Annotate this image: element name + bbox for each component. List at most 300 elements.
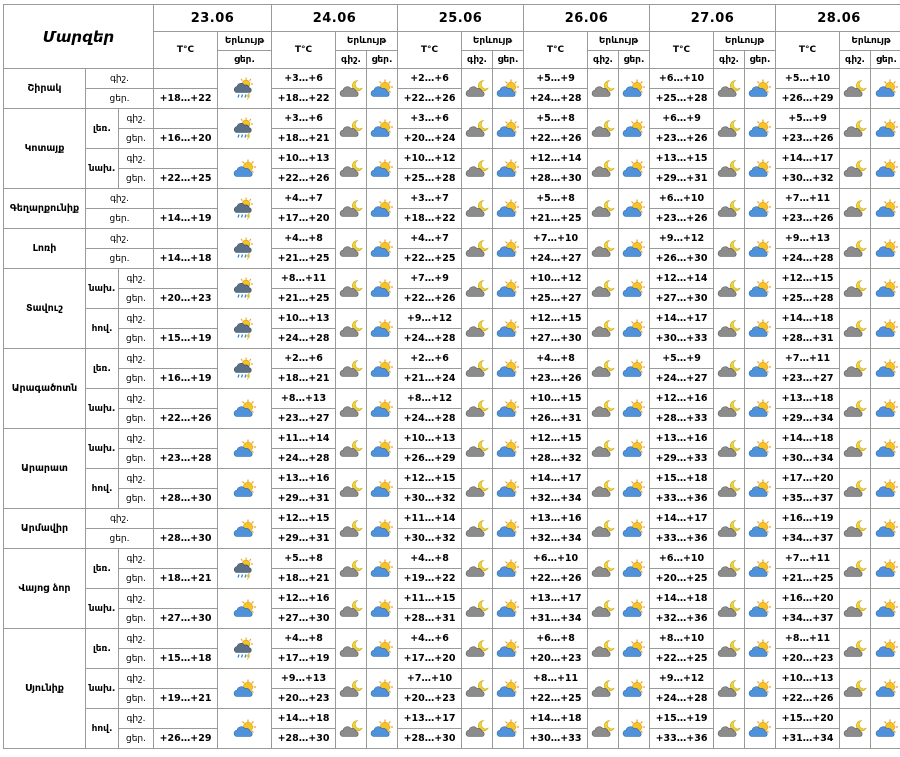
temp-day-d0: +26…+29 (154, 729, 218, 749)
sun-cloud-icon (622, 79, 646, 98)
moon-cloud-icon (465, 239, 489, 258)
temp-day-d4: +23…+26 (650, 129, 714, 149)
night-label: գիշ. (119, 309, 154, 329)
moon-cloud-icon (465, 119, 489, 138)
weather-icon-cell (714, 629, 745, 669)
weather-icon-cell (493, 149, 524, 189)
weather-icon-cell (493, 69, 524, 109)
weather-icon-cell (336, 669, 367, 709)
weather-icon-cell (367, 149, 398, 189)
night-label: գիշ. (86, 69, 154, 89)
temp-night-d2: +4…+7 (398, 229, 462, 249)
temp-day-d0: +28…+30 (154, 489, 218, 509)
weather-icon-cell (462, 509, 493, 549)
weather-icon-cell (367, 229, 398, 269)
moon-cloud-icon (717, 439, 741, 458)
weather-icon-cell (493, 269, 524, 309)
moon-cloud-icon (339, 199, 363, 218)
weather-icon-cell (871, 629, 900, 669)
weather-icon-cell (493, 309, 524, 349)
temp-night-d1: +4…+8 (272, 229, 336, 249)
temp-day-d5: +23…+26 (776, 129, 840, 149)
day-label: ցեր. (86, 209, 154, 229)
temp-night-d2: +11…+15 (398, 589, 462, 609)
temp-night-d4: +6…+10 (650, 549, 714, 569)
temp-night-d4: +14…+17 (650, 509, 714, 529)
weather-icon-cell (367, 109, 398, 149)
zone-label: լեռ. (86, 629, 119, 669)
weather-icon-cell (840, 149, 871, 189)
weather-icon-cell (493, 109, 524, 149)
sun-cloud-rain-icon (233, 317, 257, 341)
weather-icon-cell (714, 229, 745, 269)
weather-icon-cell (493, 189, 524, 229)
moon-cloud-icon (843, 279, 867, 298)
temp-night-d0 (154, 549, 218, 569)
sun-cloud-icon (496, 599, 520, 618)
sun-cloud-icon (233, 599, 257, 618)
forecast-row (4, 469, 900, 489)
temp-day-d4: +33…+36 (650, 489, 714, 509)
forecast-row (4, 509, 900, 529)
weather-icon-cell (462, 709, 493, 749)
sun-cloud-icon (622, 279, 646, 298)
night-label: գիշ. (119, 429, 154, 449)
moon-cloud-icon (717, 399, 741, 418)
moon-cloud-icon (339, 79, 363, 98)
temp-day-d3: +32…+34 (524, 529, 588, 549)
sun-cloud-icon (233, 719, 257, 738)
weather-icon-cell (336, 269, 367, 309)
sun-cloud-icon (370, 119, 394, 138)
sun-cloud-icon (875, 239, 899, 258)
sun-cloud-rain-icon (233, 557, 257, 581)
temp-day-d1: +18…+21 (272, 369, 336, 389)
sun-cloud-icon (748, 399, 772, 418)
night-label: գիշ. (119, 669, 154, 689)
temp-night-d0 (154, 669, 218, 689)
weather-night-header: գիշ. (462, 51, 493, 69)
moon-cloud-icon (591, 159, 615, 178)
moon-cloud-icon (465, 479, 489, 498)
moon-cloud-icon (339, 239, 363, 258)
temp-night-d2: +2…+6 (398, 69, 462, 89)
temp-day-d0: +22…+26 (154, 409, 218, 429)
temp-night-d4: +12…+16 (650, 389, 714, 409)
moon-cloud-icon (591, 79, 615, 98)
temp-night-d5: +9…+13 (776, 229, 840, 249)
weather-icon-cell (871, 229, 900, 269)
weather-icon-cell (714, 389, 745, 429)
date-header-2: 25.06 (398, 5, 524, 32)
sun-cloud-icon (496, 359, 520, 378)
sun-cloud-icon (875, 599, 899, 618)
temp-day-d1: +22…+26 (272, 169, 336, 189)
moon-cloud-icon (339, 279, 363, 298)
temp-night-d4: +9…+12 (650, 229, 714, 249)
weather-icon-cell (218, 629, 272, 669)
weather-icon-cell (218, 389, 272, 429)
temp-day-d2: +24…+28 (398, 329, 462, 349)
moon-cloud-icon (717, 479, 741, 498)
temp-day-d0: +15…+18 (154, 649, 218, 669)
temp-night-d3: +5…+8 (524, 189, 588, 209)
night-label: գիշ. (86, 509, 154, 529)
temp-day-d3: +22…+26 (524, 129, 588, 149)
temp-day-d0: +27…+30 (154, 609, 218, 629)
weather-icon-cell (745, 669, 776, 709)
forecast-row (4, 549, 900, 569)
weather-icon-cell (588, 669, 619, 709)
sun-cloud-rain-icon (233, 357, 257, 381)
temp-night-d1: +11…+14 (272, 429, 336, 449)
temp-day-d4: +24…+27 (650, 369, 714, 389)
temp-night-d0 (154, 149, 218, 169)
sun-cloud-icon (875, 719, 899, 738)
moon-cloud-icon (465, 279, 489, 298)
weather-icon-cell (462, 629, 493, 669)
temp-day-d2: +22…+26 (398, 89, 462, 109)
weather-icon-cell (462, 149, 493, 189)
weather-icon-cell (462, 549, 493, 589)
weather-icon-cell (840, 229, 871, 269)
sun-cloud-icon (496, 319, 520, 338)
weather-day-header: ցեր. (218, 51, 272, 69)
temp-night-d0 (154, 229, 218, 249)
sun-cloud-icon (875, 279, 899, 298)
moon-cloud-icon (843, 399, 867, 418)
weather-icon-cell (493, 429, 524, 469)
zone-label: նախ. (86, 589, 119, 629)
sun-cloud-icon (875, 79, 899, 98)
weather-icon-cell (619, 309, 650, 349)
temp-day-d5: +23…+27 (776, 369, 840, 389)
sun-cloud-icon (748, 199, 772, 218)
sun-cloud-icon (496, 479, 520, 498)
sun-cloud-rain-icon (233, 237, 257, 261)
forecast-row (4, 189, 900, 209)
weather-icon-cell (493, 669, 524, 709)
temp-header: T°C (650, 32, 714, 69)
temp-night-d0 (154, 269, 218, 289)
day-label: ցեր. (119, 289, 154, 309)
weather-icon-cell (745, 149, 776, 189)
moon-cloud-icon (339, 359, 363, 378)
date-header-0: 23.06 (154, 5, 272, 32)
moon-cloud-icon (591, 119, 615, 138)
moon-cloud-icon (591, 719, 615, 738)
temp-night-d5: +5…+9 (776, 109, 840, 129)
weather-header: Երևույթ (218, 32, 272, 51)
weather-day-header: ցեր. (493, 51, 524, 69)
weather-icon-cell (218, 149, 272, 189)
temp-day-d5: +25…+28 (776, 289, 840, 309)
night-label: գիշ. (86, 189, 154, 209)
weather-icon-cell (745, 709, 776, 749)
weather-icon-cell (840, 629, 871, 669)
temp-day-d4: +25…+28 (650, 89, 714, 109)
weather-icon-cell (462, 109, 493, 149)
moon-cloud-icon (843, 79, 867, 98)
temp-day-d1: +21…+25 (272, 249, 336, 269)
zone-label: հով. (86, 709, 119, 749)
moon-cloud-icon (843, 679, 867, 698)
weather-icon-cell (588, 709, 619, 749)
weather-icon-cell (840, 69, 871, 109)
weather-icon-cell (462, 349, 493, 389)
temp-header: T°C (154, 32, 218, 69)
weather-icon-cell (336, 709, 367, 749)
weather-icon-cell (714, 189, 745, 229)
temp-night-d3: +5…+9 (524, 69, 588, 89)
forecast-table-wrapper (3, 4, 900, 749)
weather-icon-cell (871, 509, 900, 549)
temp-day-d0: +14…+19 (154, 209, 218, 229)
sun-cloud-icon (370, 239, 394, 258)
day-label: ցեր. (86, 529, 154, 549)
sun-cloud-icon (875, 199, 899, 218)
temp-night-d0 (154, 189, 218, 209)
temp-night-d2: +10…+13 (398, 429, 462, 449)
weather-icon-cell (714, 469, 745, 509)
temp-night-d3: +12…+15 (524, 309, 588, 329)
temp-day-d2: +22…+25 (398, 249, 462, 269)
weather-icon-cell (619, 69, 650, 109)
temp-day-d0: +20…+23 (154, 289, 218, 309)
sun-cloud-icon (622, 599, 646, 618)
weather-icon-cell (336, 469, 367, 509)
temp-day-d4: +29…+33 (650, 449, 714, 469)
weather-icon-cell (462, 69, 493, 109)
zone-label: նախ. (86, 389, 119, 429)
weather-icon-cell (588, 349, 619, 389)
temp-day-d2: +28…+30 (398, 729, 462, 749)
weather-icon-cell (840, 509, 871, 549)
weather-icon-cell (588, 429, 619, 469)
weather-night-header: գիշ. (714, 51, 745, 69)
sun-cloud-icon (233, 519, 257, 538)
temp-night-d5: +7…+11 (776, 189, 840, 209)
moon-cloud-icon (843, 359, 867, 378)
temp-night-d4: +13…+16 (650, 429, 714, 449)
weather-icon-cell (619, 709, 650, 749)
weather-icon-cell (493, 629, 524, 669)
weather-icon-cell (745, 109, 776, 149)
temp-day-d4: +27…+30 (650, 289, 714, 309)
night-label: գիշ. (119, 709, 154, 729)
forecast-row (4, 269, 900, 289)
temp-night-d4: +8…+10 (650, 629, 714, 649)
sun-cloud-icon (233, 439, 257, 458)
day-label: ցեր. (119, 609, 154, 629)
moon-cloud-icon (717, 519, 741, 538)
sun-cloud-icon (496, 559, 520, 578)
temp-day-d2: +30…+32 (398, 489, 462, 509)
temp-night-d2: +2…+6 (398, 349, 462, 369)
day-label: ցեր. (119, 569, 154, 589)
sun-cloud-icon (748, 279, 772, 298)
date-header-1: 24.06 (272, 5, 398, 32)
sun-cloud-icon (748, 679, 772, 698)
region-name: Լոռի (4, 229, 86, 269)
sun-cloud-icon (233, 679, 257, 698)
temp-night-d5: +5…+10 (776, 69, 840, 89)
moon-cloud-icon (591, 519, 615, 538)
weather-icon-cell (336, 589, 367, 629)
temp-day-d3: +25…+27 (524, 289, 588, 309)
moon-cloud-icon (591, 479, 615, 498)
temp-night-d2: +11…+14 (398, 509, 462, 529)
temp-day-d0: +15…+19 (154, 329, 218, 349)
night-label: գիշ. (119, 629, 154, 649)
weather-icon-cell (840, 589, 871, 629)
temp-night-d3: +7…+10 (524, 229, 588, 249)
weather-icon-cell (871, 389, 900, 429)
weather-icon-cell (367, 549, 398, 589)
sun-cloud-icon (748, 559, 772, 578)
temp-day-d3: +22…+25 (524, 689, 588, 709)
moon-cloud-icon (843, 519, 867, 538)
weather-icon-cell (714, 549, 745, 589)
date-header-3: 26.06 (524, 5, 650, 32)
temp-night-d0 (154, 309, 218, 329)
temp-day-d0: +14…+18 (154, 249, 218, 269)
sun-cloud-rain-icon (233, 77, 257, 101)
moon-cloud-icon (843, 319, 867, 338)
zone-label: լեռ. (86, 109, 119, 149)
temp-night-d3: +6…+10 (524, 549, 588, 569)
temp-day-d3: +20…+23 (524, 649, 588, 669)
forecast-row (4, 589, 900, 609)
weather-icon-cell (588, 389, 619, 429)
moon-cloud-icon (465, 639, 489, 658)
moon-cloud-icon (717, 119, 741, 138)
temp-night-d1: +12…+16 (272, 589, 336, 609)
temp-day-d4: +30…+33 (650, 329, 714, 349)
sun-cloud-icon (370, 399, 394, 418)
moon-cloud-icon (843, 119, 867, 138)
weather-icon-cell (588, 189, 619, 229)
sun-cloud-rain-icon (233, 637, 257, 661)
temp-night-d3: +10…+15 (524, 389, 588, 409)
sun-cloud-icon (496, 199, 520, 218)
weather-icon-cell (840, 349, 871, 389)
region-name: Շիրակ (4, 69, 86, 109)
temp-night-d0 (154, 69, 218, 89)
weather-icon-cell (840, 709, 871, 749)
weather-icon-cell (336, 229, 367, 269)
region-name: Սյունիք (4, 629, 86, 749)
day-label: ցեր. (119, 329, 154, 349)
moon-cloud-icon (717, 79, 741, 98)
temp-night-d5: +8…+11 (776, 629, 840, 649)
temp-night-d0 (154, 429, 218, 449)
weather-icon-cell (336, 389, 367, 429)
temp-day-d1: +18…+22 (272, 89, 336, 109)
weather-icon-cell (840, 309, 871, 349)
weather-icon-cell (367, 69, 398, 109)
weather-icon-cell (367, 629, 398, 669)
moon-cloud-icon (465, 519, 489, 538)
weather-icon-cell (588, 109, 619, 149)
weather-icon-cell (462, 429, 493, 469)
moon-cloud-icon (717, 239, 741, 258)
temp-day-d5: +22…+26 (776, 689, 840, 709)
weather-icon-cell (619, 189, 650, 229)
temp-night-d2: +12…+15 (398, 469, 462, 489)
zone-label: նախ. (86, 669, 119, 709)
weather-icon-cell (218, 509, 272, 549)
weather-icon-cell (745, 269, 776, 309)
temp-day-d5: +34…+37 (776, 609, 840, 629)
weather-icon-cell (745, 309, 776, 349)
sun-cloud-icon (875, 479, 899, 498)
weather-icon-cell (619, 509, 650, 549)
temp-night-d1: +2…+6 (272, 349, 336, 369)
weather-icon-cell (367, 469, 398, 509)
moon-cloud-icon (339, 159, 363, 178)
sun-cloud-icon (496, 639, 520, 658)
sun-cloud-icon (622, 199, 646, 218)
weather-icon-cell (367, 709, 398, 749)
temp-night-d4: +15…+18 (650, 469, 714, 489)
temp-day-d0: +18…+22 (154, 89, 218, 109)
temp-day-d3: +23…+26 (524, 369, 588, 389)
sun-cloud-icon (748, 479, 772, 498)
temp-day-d2: +25…+28 (398, 169, 462, 189)
temp-night-d5: +13…+18 (776, 389, 840, 409)
weather-icon-cell (588, 509, 619, 549)
sun-cloud-icon (875, 439, 899, 458)
weather-header: Երևույթ (462, 32, 524, 51)
weather-icon-cell (714, 309, 745, 349)
sun-cloud-icon (622, 319, 646, 338)
sun-cloud-icon (370, 719, 394, 738)
night-label: գիշ. (119, 469, 154, 489)
temp-day-d2: +26…+29 (398, 449, 462, 469)
temp-day-d3: +21…+25 (524, 209, 588, 229)
temp-night-d5: +15…+20 (776, 709, 840, 729)
sun-cloud-icon (748, 319, 772, 338)
sun-cloud-icon (622, 559, 646, 578)
weather-icon-cell (588, 469, 619, 509)
weather-icon-cell (714, 109, 745, 149)
weather-header: Երևույթ (336, 32, 398, 51)
sun-cloud-icon (370, 359, 394, 378)
forecast-row (4, 629, 900, 649)
weather-icon-cell (336, 69, 367, 109)
temp-day-d5: +31…+34 (776, 729, 840, 749)
weather-icon-cell (714, 589, 745, 629)
temp-day-d3: +28…+32 (524, 449, 588, 469)
temp-day-d2: +20…+24 (398, 129, 462, 149)
temp-night-d1: +3…+6 (272, 69, 336, 89)
sun-cloud-icon (370, 599, 394, 618)
weather-icon-cell (336, 309, 367, 349)
weather-icon-cell (218, 69, 272, 109)
day-label: ցեր. (86, 249, 154, 269)
moon-cloud-icon (843, 559, 867, 578)
temp-night-d2: +7…+9 (398, 269, 462, 289)
weather-icon-cell (619, 629, 650, 669)
sun-cloud-icon (748, 359, 772, 378)
moon-cloud-icon (843, 199, 867, 218)
weather-night-header: գիշ. (336, 51, 367, 69)
temp-night-d2: +4…+6 (398, 629, 462, 649)
temp-day-d2: +20…+23 (398, 689, 462, 709)
temp-night-d4: +14…+18 (650, 589, 714, 609)
moon-cloud-icon (843, 239, 867, 258)
